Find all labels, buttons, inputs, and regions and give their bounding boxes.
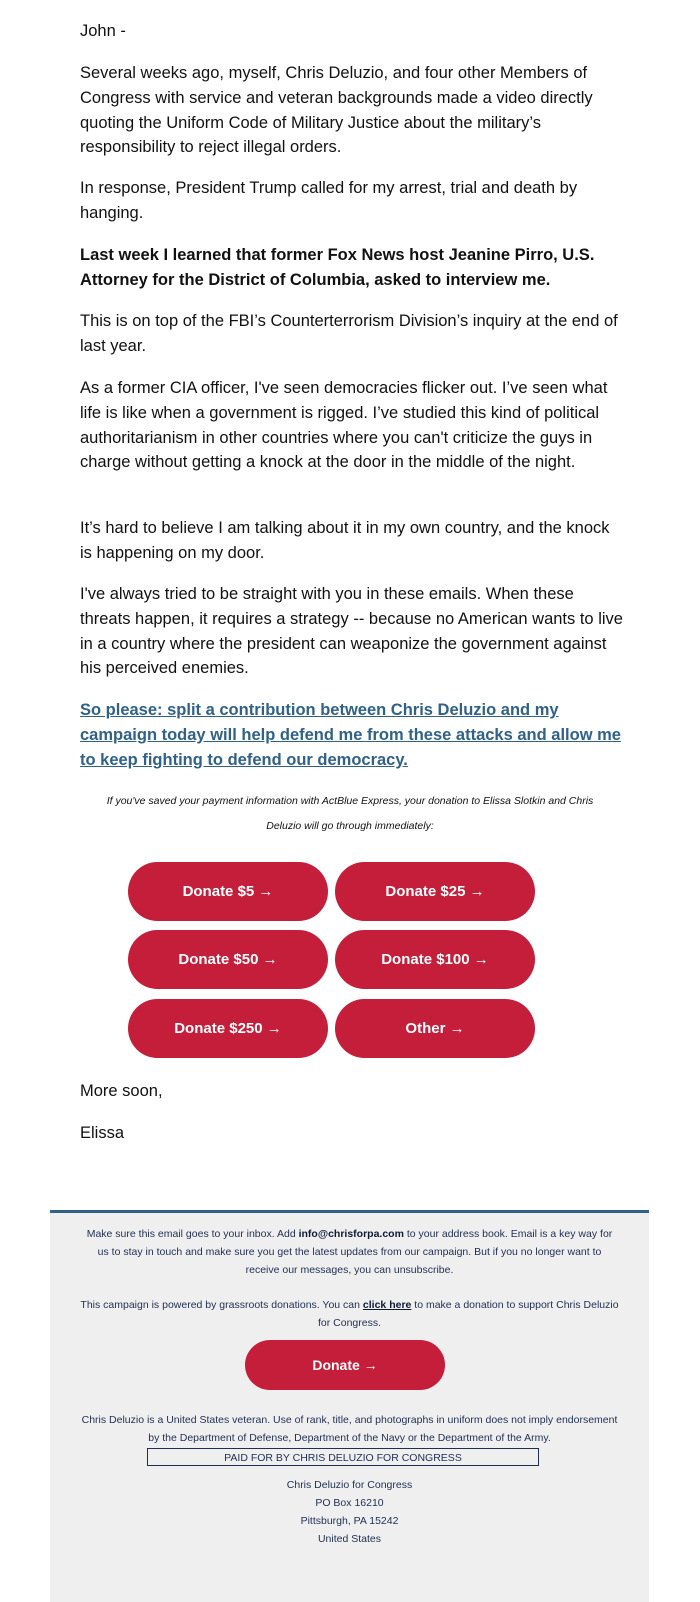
address-line: United States xyxy=(317,1533,382,1545)
donate-100-button[interactable]: Donate $100 → xyxy=(335,930,535,989)
signature: Elissa xyxy=(80,1124,125,1142)
address-line: Chris Deluzio for Congress xyxy=(286,1479,413,1491)
grassroots-text: This campaign is powered by grassroots donations. You can xyxy=(80,1299,363,1311)
paragraph: This is on top of the FBI’s Counterterrorism Division’s inquiry at the end of last year. xyxy=(80,312,618,355)
paragraph-bold: Last week I learned that former Fox News host Jeanine Pirro, U.S. Attorney for the District of Columbia, asked to interview me. xyxy=(80,246,595,289)
actblue-express-note: If you've saved your payment information with ActBlue Express, your donation to Elissa Slotkin and Chris Deluzio will go through immediately: xyxy=(106,795,594,832)
greeting: John - xyxy=(80,22,126,40)
paragraph: I've always tried to be straight with you in these emails. When these threats happen, it requires a strategy -- because no American wants to live in a country where the president can weaponize the government against his perceived enemies. xyxy=(80,585,623,678)
footer-donate-button[interactable]: Donate → xyxy=(245,1340,445,1390)
inbox-notice-text: to your address book. Email is a key way for us to stay in touch and make sure you get the latest updates from our campaign. But if you no longer want to receive our messages, you can unsubscribe. xyxy=(97,1228,613,1276)
cta-paragraph xyxy=(80,698,625,772)
donate-other-button[interactable]: Other → xyxy=(335,999,535,1058)
address-line: PO Box 16210 xyxy=(315,1497,384,1509)
grassroots-text: to make a donation to support Chris Deluzio for Congress. xyxy=(317,1299,619,1329)
paragraph: In response, President Trump called for my arrest, trial and death by hanging. xyxy=(80,179,578,222)
inbox-notice-text: Make sure this email goes to your inbox. Add xyxy=(86,1228,299,1240)
donate-250-button[interactable]: Donate $250 → xyxy=(128,999,328,1058)
donate-50-button[interactable]: Donate $50 → xyxy=(128,930,328,989)
veteran-disclaimer: Chris Deluzio is a United States veteran. Use of rank, title, and photographs in uniform does not imply endorsement by the Department of Defense, Department of the Navy or the Department of the Army. xyxy=(81,1414,618,1444)
donate-25-button[interactable]: Donate $25 → xyxy=(335,862,535,921)
paragraph: It’s hard to believe I am talking about it in my own country, and the knock is happening on my door. xyxy=(80,519,610,562)
contribution-link[interactable]: So please: split a contribution between Chris Deluzio and my campaign today will help defend me from these attacks and allow me to keep fighting to defend our democracy. xyxy=(80,701,621,769)
click-here-link[interactable]: click here xyxy=(362,1299,412,1311)
mailing-address xyxy=(80,1476,619,1548)
address-line: Pittsburgh, PA 15242 xyxy=(300,1515,399,1527)
donate-5-button[interactable]: Donate $5 → xyxy=(128,862,328,921)
sender-email: info@chrisforpa.com xyxy=(298,1228,404,1240)
paid-for-disclaimer: PAID FOR BY CHRIS DELUZIO FOR CONGRESS xyxy=(147,1448,539,1466)
signoff: More soon, xyxy=(80,1082,163,1100)
inbox-notice xyxy=(80,1225,619,1279)
grassroots-notice xyxy=(80,1296,619,1332)
paragraph: Several weeks ago, myself, Chris Deluzio, and four other Members of Congress with service and veteran backgrounds made a video directly quoting the Uniform Code of Military Justice about the military’s responsibility to reject illegal orders. xyxy=(80,64,593,157)
email-footer xyxy=(50,1210,649,1602)
paragraph: As a former CIA officer, I've seen democracies flicker out. I’ve seen what life is like when a government is rigged. I’ve studied this kind of political authoritarianism in other countries where you can't criticize the guys in charge without getting a knock at the door in the middle of the night. xyxy=(80,379,608,472)
